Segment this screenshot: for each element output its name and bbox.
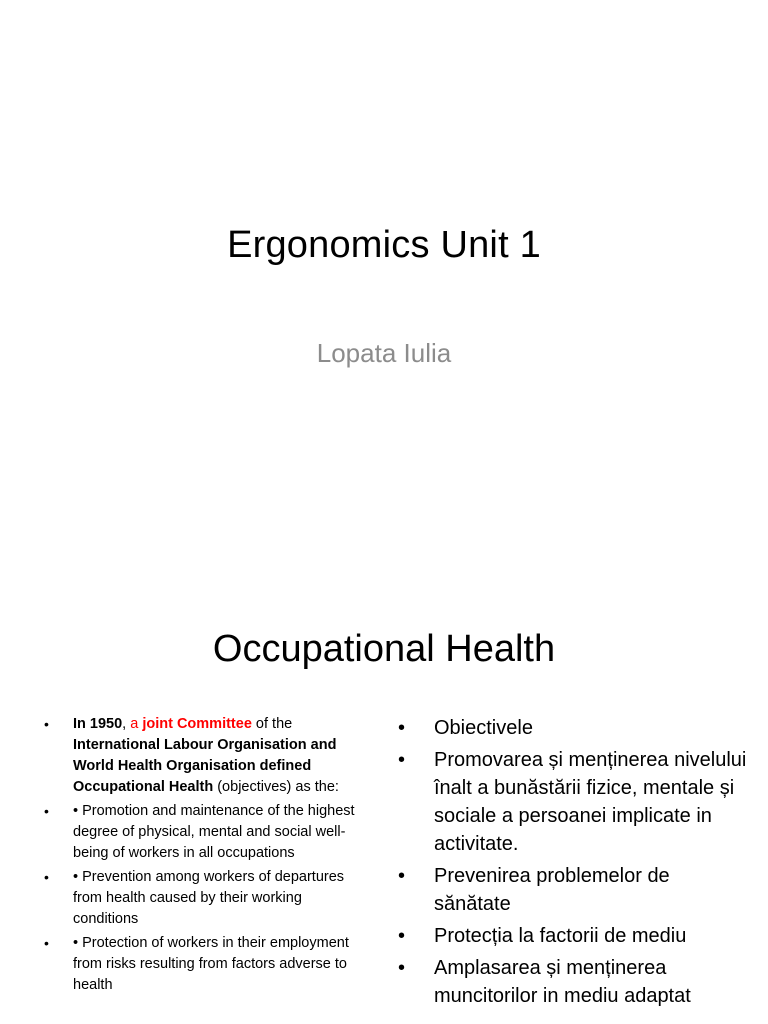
- content-slide: [0, 576, 768, 1024]
- bullet-icon: •: [398, 925, 406, 947]
- bullet-icon: •: [44, 935, 49, 951]
- list-item: [398, 746, 748, 858]
- list-item: [398, 954, 748, 1010]
- left-bullet-list: [44, 714, 364, 999]
- list-item-text: • Protection of workers in their employment from risks resulting from factors adverse to health: [73, 935, 349, 993]
- bullet-icon: •: [44, 869, 49, 885]
- slide-title: Occupational Health: [212, 628, 556, 670]
- intro-committee: joint Committee: [142, 716, 252, 732]
- list-item: [398, 714, 748, 742]
- presentation-title: Ergonomics Unit 1: [227, 224, 541, 266]
- list-item: [398, 862, 748, 918]
- list-item-text: • Promotion and maintenance of the highest degree of physical, mental and social well-being of workers in all occupations: [73, 803, 355, 861]
- bullet-icon: •: [398, 749, 406, 771]
- bullet-icon: •: [398, 957, 406, 979]
- intro-organisations: International Labour Organisation and World Health Organisation defined Occupational Health: [73, 737, 337, 795]
- bullet-icon: •: [398, 865, 406, 887]
- list-item: [44, 801, 364, 864]
- intro-article: a: [130, 716, 143, 732]
- intro-comma: ,: [122, 716, 131, 732]
- list-item-text: • Prevention among workers of departures from health caused by their working conditions: [73, 869, 345, 927]
- list-item-text: Protecția la factorii de mediu: [434, 925, 687, 947]
- intro-year: In 1950: [73, 716, 123, 732]
- list-item-text: Amplasarea și menținerea muncitorilor in mediu adaptat: [434, 957, 691, 1007]
- list-item-text: Promovarea și menținerea nivelului înalt a bunăstării fizice, mentale și sociale a persoanei implicate in activitate.: [434, 749, 747, 855]
- list-item: [44, 714, 364, 798]
- list-item: [398, 922, 748, 950]
- list-item: [44, 933, 364, 996]
- presentation-author: Lopata Iulia: [316, 338, 452, 368]
- right-bullet-list: [398, 714, 748, 1014]
- intro-objectives: (objectives) as the:: [213, 779, 339, 795]
- intro-of-the: of the: [251, 716, 293, 732]
- bullet-icon: •: [398, 717, 406, 739]
- list-item-text: Prevenirea problemelor de sănătate: [434, 865, 670, 915]
- bullet-icon: •: [44, 803, 49, 819]
- list-item-text: Obiectivele: [434, 717, 533, 739]
- list-item: [44, 867, 364, 930]
- bullet-icon: •: [44, 716, 49, 732]
